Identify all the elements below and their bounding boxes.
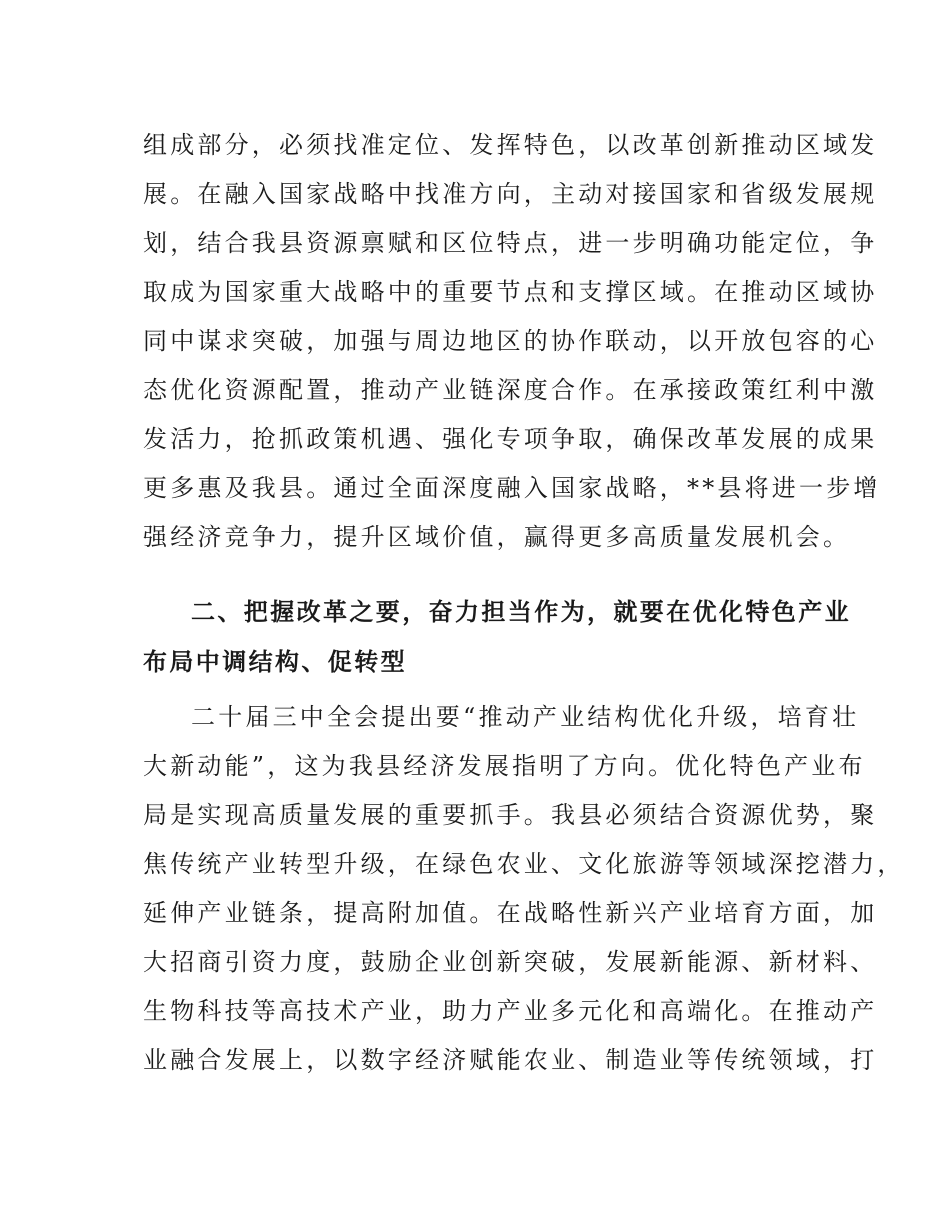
text-line: 取成为国家重大战略中的重要节点和支撑区域。在推动区域协 xyxy=(143,278,878,306)
text-line: 业融合发展上，以数字经济赋能农业、制造业等传统领域，打 xyxy=(143,1046,878,1074)
text-line: 划，结合我县资源禀赋和区位特点，进一步明确功能定位，争 xyxy=(143,229,878,257)
text-line: 更多惠及我县。通过全面深度融入国家战略，**县将进一步增 xyxy=(143,474,881,502)
text-line: 组成部分，必须找准定位、发挥特色，以改革创新推动区域发 xyxy=(143,131,878,159)
text-line: 发活力，抢抓政策机遇、强化专项争取，确保改革发展的成果 xyxy=(143,425,878,453)
heading-line: 二、把握改革之要，奋力担当作为，就要在优化特色产业 xyxy=(191,598,851,626)
text-line: 态优化资源配置，推动产业链深度合作。在承接政策红利中激 xyxy=(143,376,878,404)
body-paragraph xyxy=(143,121,881,562)
text-line: 二十届三中全会提出要“推动产业结构优化升级，培育壮 xyxy=(191,703,860,731)
text-line: 强经济竞争力，提升区域价值，赢得更多高质量发展机会。 xyxy=(143,523,851,551)
text-line: 延伸产业链条，提高附加值。在战略性新兴产业培育方面，加 xyxy=(143,899,878,927)
text-line: 局是实现高质量发展的重要抓手。我县必须结合资源优势，聚 xyxy=(143,801,878,829)
text-line: 大招商引资力度，鼓励企业创新突破，发展新能源、新材料、 xyxy=(143,948,878,976)
text-line: 焦传统产业转型升级，在绿色农业、文化旅游等领域深挖潜力， xyxy=(143,850,905,878)
text-line: 生物科技等高技术产业，助力产业多元化和高端化。在推动产 xyxy=(143,997,878,1025)
text-line: 大新动能”，这为我县经济发展指明了方向。优化特色产业布 xyxy=(143,752,866,780)
text-line: 展。在融入国家战略中找准方向，主动对接国家和省级发展规 xyxy=(143,180,878,208)
body-paragraph xyxy=(143,693,905,1085)
heading-line: 布局中调结构、促转型 xyxy=(143,648,407,676)
section-heading xyxy=(143,587,851,687)
text-line: 同中谋求突破，加强与周边地区的协作联动，以开放包容的心 xyxy=(143,327,878,355)
